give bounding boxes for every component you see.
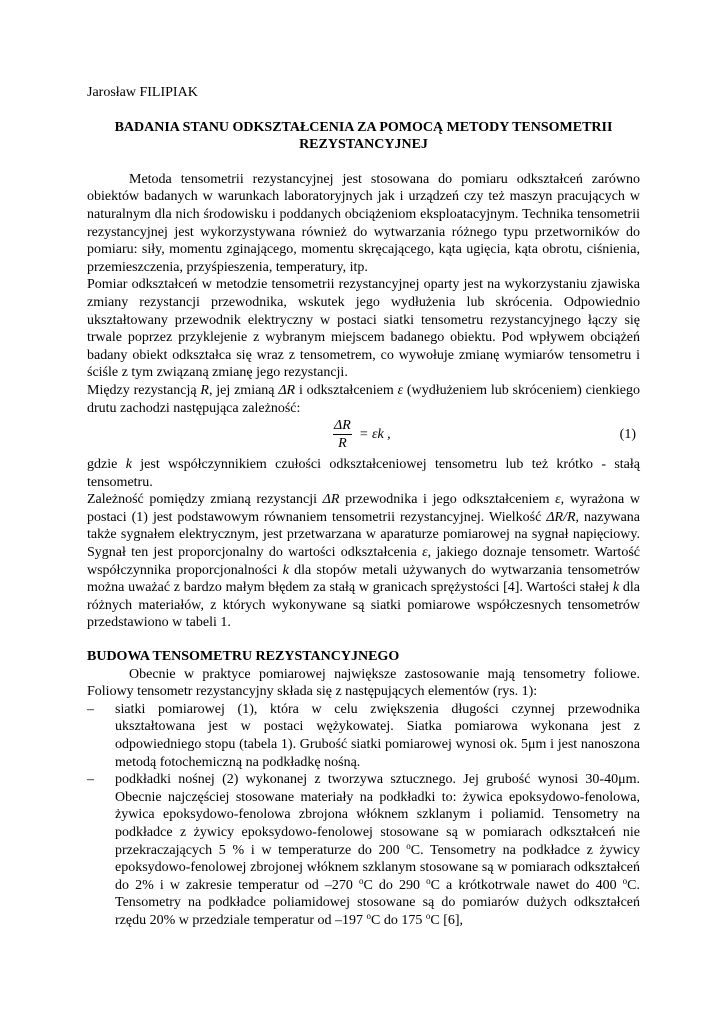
symbol-delta-R: ΔR bbox=[322, 492, 340, 508]
symbol-epsilon: ε bbox=[555, 492, 561, 508]
text-run: jest współczynnikiem czułości odkształceniowej tensometru lub też krótko - stałą tensometru. bbox=[87, 457, 640, 490]
equation-number: (1) bbox=[619, 427, 636, 443]
symbol-k: k bbox=[282, 562, 289, 578]
degree-mark: o bbox=[358, 875, 364, 886]
text-run: przewodnika i jego odkształceniem bbox=[339, 492, 556, 508]
text-run: C [6], bbox=[430, 912, 464, 928]
text-run: dla różnych materiałów, z których wykonywane są siatki pomiarowe współczesnych tensometrów przedstawiono w tabeli 1. bbox=[87, 580, 641, 631]
component-list bbox=[87, 701, 640, 930]
dash-bullet: – bbox=[87, 772, 94, 788]
text-run: , wyrażona w postaci (1) jest podstawowym równaniem tensometrii rezystancyjnej. Wielkość bbox=[87, 492, 641, 525]
text-run: C. Tensometry na podkładce z żywicy epoksydowo-fenolowej zbrojonej włóknem szklanym stosowane są w pomiarach odkształceń do 2% i w zakresie temperatur od –270 bbox=[115, 842, 640, 893]
document-title bbox=[87, 119, 640, 154]
paragraph-foil-gauges: Obecnie w praktyce pomiarowej największe zastosowanie mają tensometry foliowe. Foliowy tensometr rezystancyjny składa się z następujących elementów (rys. 1): bbox=[87, 666, 640, 700]
degree-mark: o bbox=[406, 840, 411, 851]
text-run: , jakiego doznaje tensometr. Wartość współczynnika proporcjonalności bbox=[87, 545, 640, 578]
text-run: C do 175 bbox=[371, 912, 426, 928]
fraction-numerator: ΔR bbox=[334, 418, 351, 434]
title-line-1: BADANIA STANU ODKSZTAŁCENIA ZA POMOCĄ METODY TENSOMETRII bbox=[114, 119, 613, 135]
text-run: i odkształceniem bbox=[295, 382, 398, 398]
text-run: (wydłużeniem lub skróceniem) cienkiego drutu zachodzi następująca zależność: bbox=[87, 382, 640, 416]
degree-mark: o bbox=[622, 875, 628, 886]
list-item bbox=[87, 701, 640, 771]
degree-mark: o bbox=[425, 910, 431, 921]
text-run: podkładki nośnej (2) wykonanej z tworzywa sztucznego. Jej grubość wynosi 30-40μm. Obecnie najczęściej stosowane materiały na podkładki to: żywica epoksydowo-fenolowa, żywica epoksydowo-fenolowa zbrojona włóknem szklanym i poliamid. Tensometry na podkładce z żywicy epoksydowo-fenolowej stosowane są w pomiarach odkształceń nie przekraczających 5 % i w temperaturze do 200 bbox=[115, 772, 640, 858]
text-run: , nazywana także sygnałem elektrycznym, jest przetwarzana w aparaturze pomiarowej na sygnał napięciowy. Sygnał ten jest proporcjonalny do wartości odkształcenia bbox=[87, 509, 640, 561]
document-page bbox=[87, 84, 640, 930]
text-run: C do 290 bbox=[363, 877, 427, 893]
degree-mark: o bbox=[426, 875, 431, 886]
dash-bullet: – bbox=[87, 701, 94, 717]
text-run: Zależność pomiędzy zmianą rezystancji bbox=[87, 492, 323, 508]
paragraph-intro: Metoda tensometrii rezystancyjnej jest stosowana do pomiaru odkształceń zarówno obiektów badanych w warunkach laboratoryjnych jak i urządzeń czy też maszyn pracujących w naturalnym dla nich środowisku i poddanych obciążeniom eksploatacyjnym. Technika tensometrii rezystancyjnej jest wykorzystywana również do wytwarzania różnego typu przetworników do pomiaru: siły, momentu zginającego, momentu skręcającego, kąta ugięcia, kąta obrotu, ciśnienia, przemieszczenia, przyśpieszenia, temperatury, itp. bbox=[87, 171, 640, 275]
list-item bbox=[87, 771, 640, 929]
equation-rhs: = εk , bbox=[359, 427, 391, 443]
text-run: , jej zmianą bbox=[208, 382, 279, 398]
degree-mark: o bbox=[366, 910, 372, 921]
symbol-R: R bbox=[200, 382, 209, 398]
title-line-2: REZYSTANCYJNEJ bbox=[299, 137, 428, 153]
paragraph-basic-equation bbox=[87, 491, 640, 632]
symbol-k: k bbox=[612, 580, 620, 596]
symbol-delta-R-over-R: ΔR/R bbox=[546, 509, 576, 525]
symbol-k: k bbox=[125, 457, 132, 473]
list-item-text: siatki pomiarowej (1), która w celu zwiększenia długości czynnej przewodnika ukształtowana jest w postaci wężykowatej. Siatka pomiarowa wykonana jest z odpowiedniego stopu (tabela 1). Grubość siatki pomiarowej wynosi ok. 5μm i jest nanoszona metodą fotochemiczną na podkładkę nośną. bbox=[115, 701, 640, 770]
symbol-delta-R: ΔR bbox=[278, 382, 296, 398]
text-run: C a krótkotrwale nawet do 400 bbox=[430, 877, 623, 893]
paragraph-gauge-factor bbox=[87, 456, 640, 491]
equation-1 bbox=[87, 418, 640, 454]
text-run: Między rezystancją bbox=[87, 382, 201, 398]
symbol-epsilon: ε bbox=[422, 545, 428, 561]
text-run: gdzie bbox=[87, 457, 126, 473]
paragraph-principle: Pomiar odkształceń w metodzie tensometrii rezystancyjnej oparty jest na wykorzystaniu zjawiska zmiany rezystancji przewodnika, wskutek jego wydłużenia lub skrócenia. Odpowiednio ukształtowany przewodnik elektryczny w postaci siatki tensometru rezystancyjnego łączy się trwale poprzez przyklejenie z wybranym miejscem badanego obiektu. Pod wpływem obciążeń badany obiekt odkształca się wraz z tensometrem, co wywołuje zmianę wymiarów tensometru i ściśle z tym związaną zmianę jego rezystancji. bbox=[87, 277, 640, 381]
section-heading: BUDOWA TENSOMETRU REZYSTANCYJNEGO bbox=[87, 649, 400, 665]
fraction bbox=[333, 418, 352, 453]
paragraph-relation bbox=[87, 382, 640, 417]
fraction-denominator: R bbox=[338, 436, 347, 452]
text-run: C. Tensometry na podkładce poliamidowej stosowane są do pomiarów dużych odkształceń rzędu 20% w przedziale temperatur od –197 bbox=[115, 877, 641, 928]
text-run: dla stopów metali używanych do wytwarzania tensometrów można uważać z bardzo małym błędem za stałą w granicach sprężystości [4]. Wartości stałej bbox=[87, 562, 641, 596]
symbol-epsilon: ε bbox=[397, 382, 404, 398]
author-name: Jarosław FILIPIAK bbox=[87, 85, 198, 100]
list-item-text bbox=[115, 772, 640, 928]
